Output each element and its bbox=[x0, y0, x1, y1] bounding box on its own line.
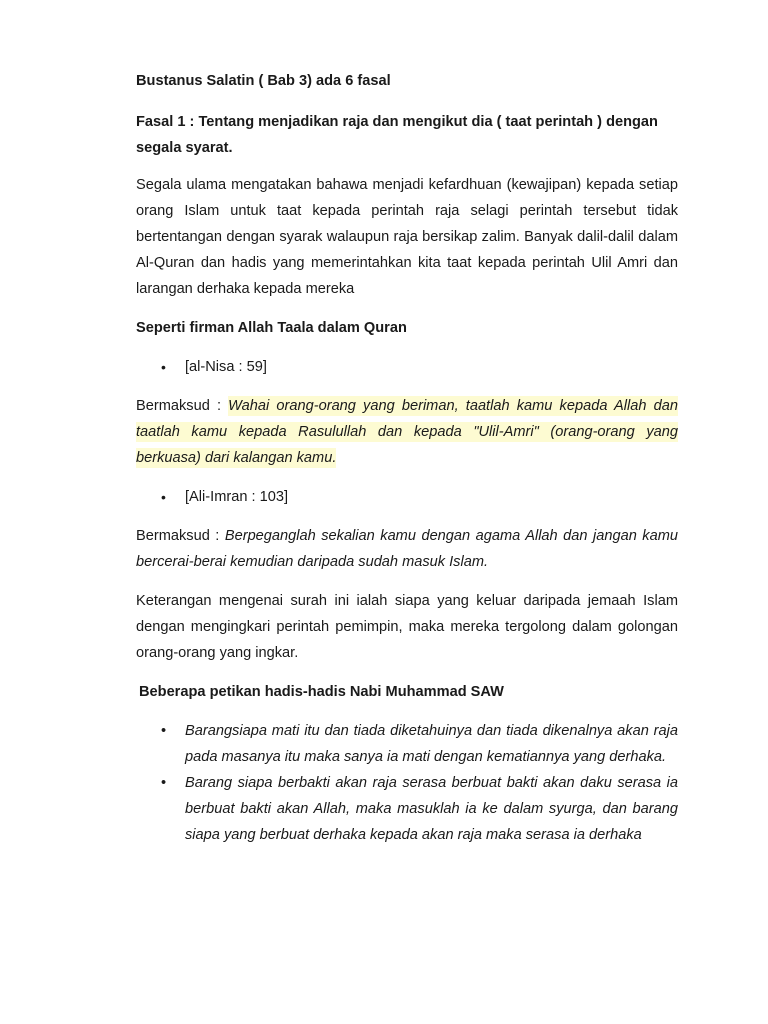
verse2-ref: [Ali-Imran : 103] bbox=[185, 489, 289, 505]
verse1-ref-item bbox=[136, 354, 678, 380]
verse2-text: Berpeganglah sekalian kamu dengan agama Allah dan jangan kamu bercerai-berai kemudian daripada sudah masuk Islam. bbox=[136, 528, 678, 570]
bullet-icon: • bbox=[161, 723, 167, 739]
verse2-list bbox=[136, 484, 678, 510]
verse1-meaning bbox=[136, 393, 678, 471]
verse2-ref-item bbox=[136, 484, 678, 510]
hadith-item bbox=[136, 718, 678, 770]
explanation-paragraph: Keterangan mengenai surah ini ialah siapa yang keluar daripada jemaah Islam dengan mengingkari perintah pemimpin, maka mereka tergolong dalam golongan orang-orang yang ingkar. bbox=[136, 593, 678, 661]
hadith-list bbox=[136, 718, 678, 848]
intro-paragraph: Segala ulama mengatakan bahawa menjadi kefardhuan (kewajipan) kepada setiap orang Islam untuk taat kepada perintah raja selagi perintah tersebut tidak bertentangan dengan syarak walaupun raja bersikap zalim. Banyak dalil-dalil dalam Al-Quran dan hadis yang memerintahkan kita taat kepada perintah Ulil Amri dan larangan derhaka kepada mereka bbox=[136, 177, 678, 297]
hadith-item bbox=[136, 770, 678, 848]
verse1-list bbox=[136, 354, 678, 380]
bullet-icon: • bbox=[161, 775, 167, 791]
hadith-heading: Beberapa petikan hadis-hadis Nabi Muhammad SAW bbox=[139, 684, 504, 700]
verse1-prefix: Bermaksud : bbox=[136, 398, 229, 414]
verse1-highlighted-text: Wahai orang-orang yang beriman, taatlah kamu kepada Allah dan taatlah kamu kepada Rasulullah dan kepada "Ulil-Amri" (orang-orang yang berkuasa) dari kalangan kamu. bbox=[136, 398, 678, 466]
document-title: Bustanus Salatin ( Bab 3) ada 6 fasal bbox=[136, 73, 391, 89]
quran-heading: Seperti firman Allah Taala dalam Quran bbox=[136, 320, 407, 336]
verse2-prefix: Bermaksud : bbox=[136, 528, 225, 544]
hadith-text: Barangsiapa mati itu dan tiada diketahuinya dan tiada dikenalnya akan raja pada masanya itu maka sanya ia mati dengan kematiannya yang derhaka. bbox=[185, 723, 678, 765]
fasal-heading: Fasal 1 : Tentang menjadikan raja dan mengikut dia ( taat perintah ) dengan segala syarat. bbox=[136, 114, 658, 156]
hadith-text: Barang siapa berbakti akan raja serasa berbuat bakti akan daku serasa ia berbuat bakti akan Allah, maka masuklah ia ke dalam syurga, dan barang siapa yang berbuat derhaka kepada akan raja maka serasa ia derhaka bbox=[185, 775, 678, 843]
bullet-icon: • bbox=[161, 359, 166, 375]
verse1-ref: [al-Nisa : 59] bbox=[185, 359, 267, 375]
verse2-meaning bbox=[136, 523, 678, 575]
bullet-icon: • bbox=[161, 489, 166, 505]
